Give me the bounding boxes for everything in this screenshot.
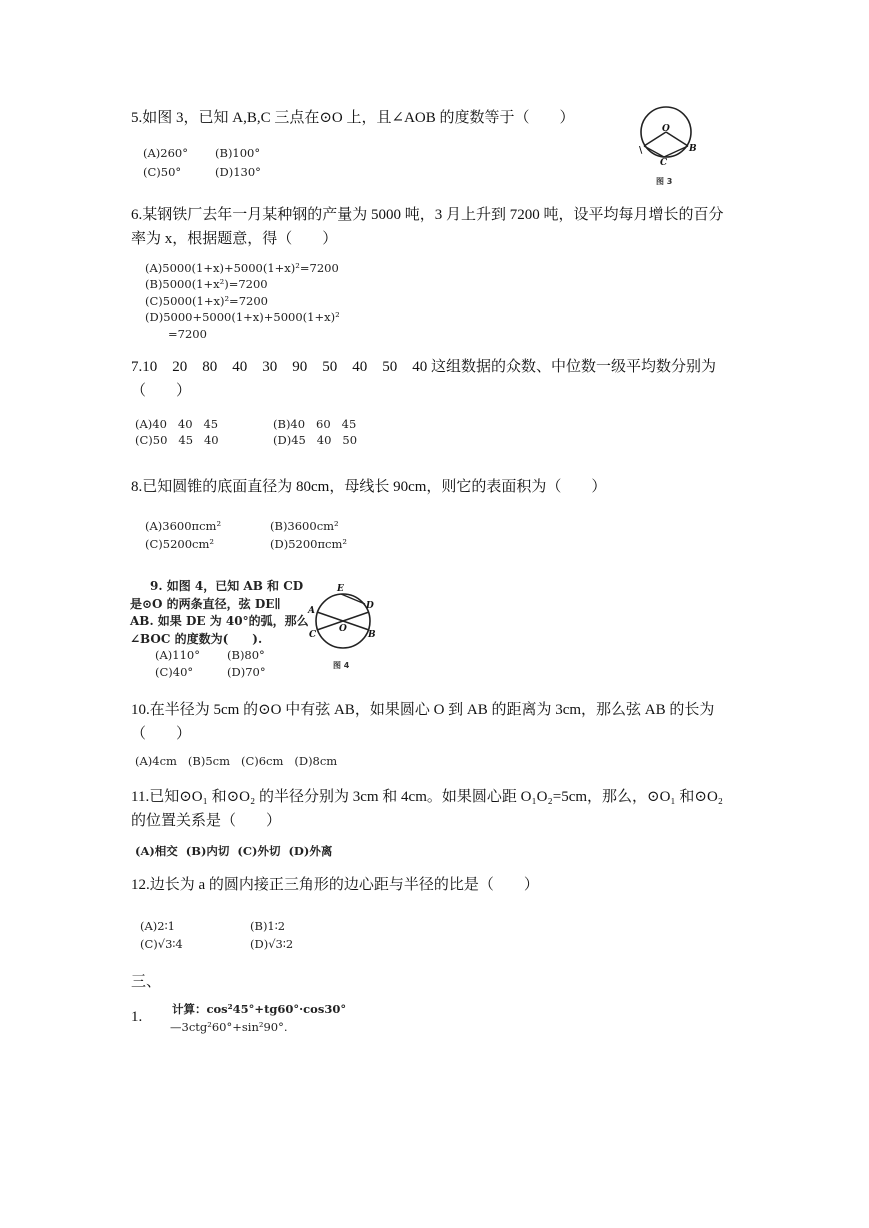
q6-stem-line1: 6.某钢铁厂去年一月某种钢的产量为 5000 吨，3 月上升到 7200 吨，设平均每月增长的百分 (131, 207, 724, 223)
section-3-item-number: 1. (131, 1009, 143, 1025)
figure-3 (636, 100, 706, 190)
q7-stem-line2: （ ） (131, 383, 192, 399)
q8-option-c: (C)5200cm² (145, 537, 214, 551)
q7-stem-line1: 7.10 20 80 40 30 90 50 40 50 40 这组数据的众数、中位数一级平均数分别为 (131, 359, 717, 375)
q8-option-a: (A)3600πcm² (145, 519, 222, 533)
figure-3-caption: 图 3 (656, 177, 673, 186)
calc-line2: —3ctg²60°+sin²90°. (170, 1020, 288, 1034)
q7-option-a: (A)40 40 45 (135, 417, 219, 431)
q5-stem: 5.如图 3，已知 A,B,C 三点在⊙O 上，且∠AOB 的度数等于（ ） (131, 110, 575, 126)
q12-stem: 12.边长为 a 的圆内接正三角形的边心距与半径的比是（ ） (131, 877, 539, 893)
q6-option-d-cont: =7200 (168, 327, 207, 341)
q5-option-c: (C)50° (143, 165, 182, 179)
label-c: C (309, 630, 317, 640)
q12-option-c: (C)√3∶4 (140, 937, 183, 951)
q9-option-c: (C)40° (155, 665, 194, 679)
q5-option-d: (D)130° (215, 165, 261, 179)
section-3-heading: 三、 (131, 974, 162, 990)
q6-option-a: (A)5000(1+x)+5000(1+x)²=7200 (145, 261, 339, 275)
label-e: E (337, 584, 344, 594)
q7-option-b: (B)40 60 45 (273, 417, 357, 431)
q9-option-b: (B)80° (227, 648, 265, 662)
q7-option-c: (C)50 45 40 (135, 433, 219, 447)
label-a: A (308, 606, 315, 616)
q6-option-d: (D)5000+5000(1+x)+5000(1+x)² (145, 310, 340, 324)
q9-line4: ∠BOC 的度数为( ). (130, 632, 263, 646)
q6-option-b: (B)5000(1+x²)=7200 (145, 277, 268, 291)
q12-option-a: (A)2∶1 (140, 919, 175, 933)
q10-stem-line1: 10.在半径为 5cm 的⊙O 中有弦 AB，如果圆心 O 到 AB 的距离为 3cm，那么弦 AB 的长为 (131, 702, 715, 718)
q11-stem-line2: 的位置关系是（ ） (131, 813, 282, 829)
label-o: O (662, 124, 670, 134)
q9-line2: 是⊙O 的两条直径，弦 DE∥ (130, 597, 281, 611)
q12-option-d: (D)√3∶2 (250, 937, 294, 951)
q9-line1: 9. 如图 4，已知 AB 和 CD (150, 579, 304, 593)
q9-line3: AB. 如果 DE 为 40°的弧，那么 (130, 614, 309, 628)
q6-option-c: (C)5000(1+x)²=7200 (145, 294, 268, 308)
label-a: \ (639, 146, 643, 156)
q8-option-d: (D)5200πcm² (270, 537, 347, 551)
q10-options: (A)4cm (B)5cm (C)6cm (D)8cm (135, 754, 338, 768)
figure-4-caption: 图 4 (333, 661, 350, 670)
q5-option-b: (B)100° (215, 146, 261, 160)
circle-diagram-4 (305, 588, 385, 658)
q6-stem-line2: 率为 x，根据题意，得（ ） (131, 231, 338, 247)
q12-option-b: (B)1∶2 (250, 919, 286, 933)
q7-option-d: (D)45 40 50 (273, 433, 358, 447)
q11-stem-line1: 11.已知⊙O₁ 和⊙O₂ 的半径分别为 3cm 和 4cm。如果圆心距 O₁O₂=5cm，那么，⊙O₁ 和⊙O₂ (131, 789, 724, 805)
label-c: C (660, 158, 668, 168)
label-b: B (368, 630, 376, 640)
label-b: B (689, 144, 697, 154)
q8-stem: 8.已知圆锥的底面直径为 80cm，母线长 90cm，则它的表面积为（ ） (131, 479, 607, 495)
q10-stem-line2: （ ） (131, 726, 192, 742)
label-d: D (366, 601, 374, 611)
q8-option-b: (B)3600cm² (270, 519, 339, 533)
q9-option-d: (D)70° (227, 665, 266, 679)
q9-option-a: (A)110° (155, 648, 200, 662)
q11-options: (A)相交 (B)内切 (C)外切 (D)外离 (135, 844, 333, 858)
calc-line1: 计算：cos²45°+tg60°·cos30° (172, 1002, 347, 1016)
q5-option-a: (A)260° (143, 146, 188, 160)
figure-4 (305, 584, 385, 676)
label-o: O (339, 624, 347, 634)
